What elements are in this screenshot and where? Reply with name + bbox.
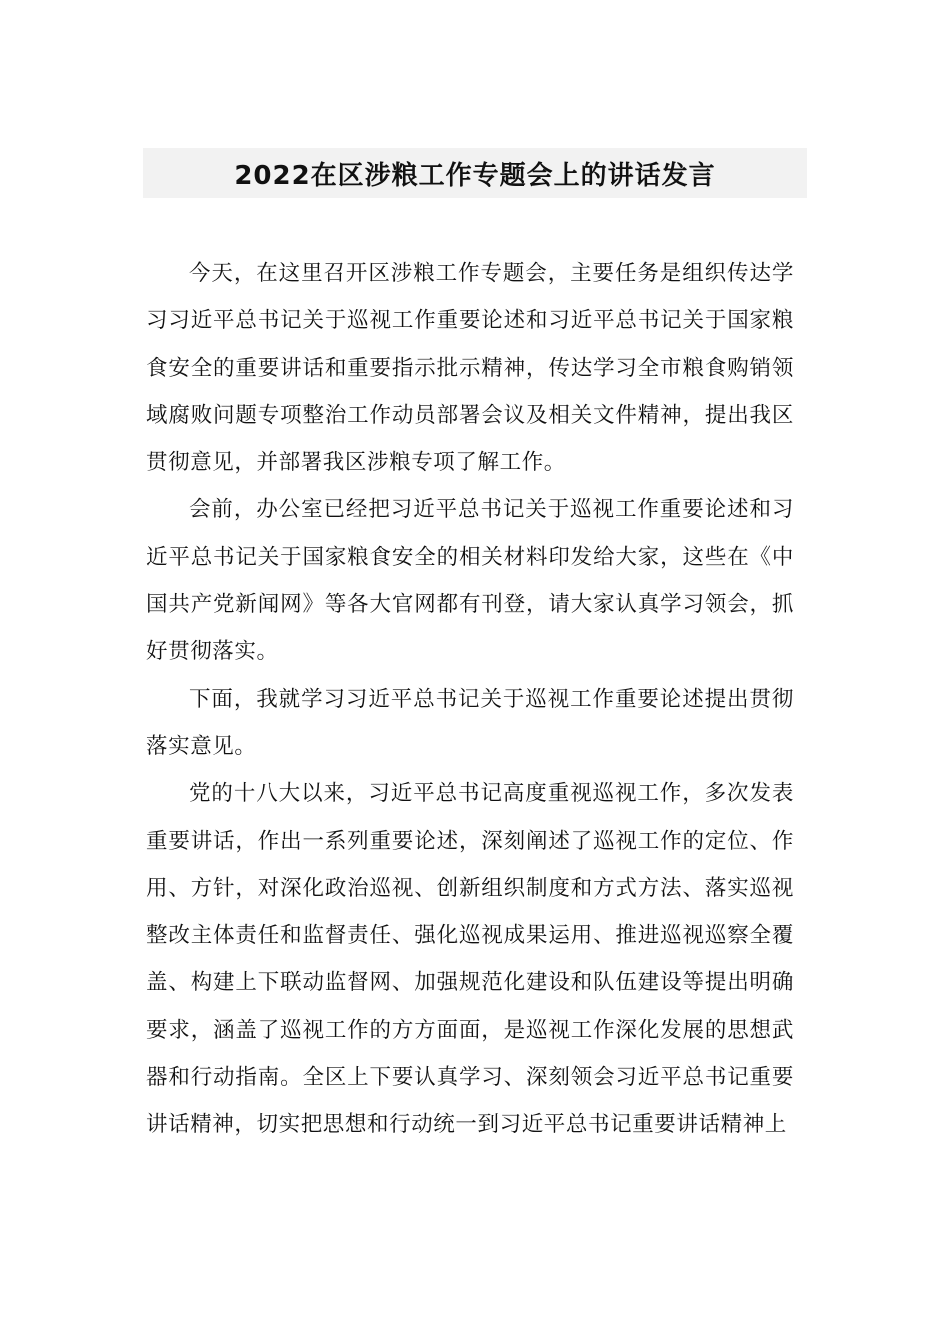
title-bar xyxy=(143,148,807,198)
paragraph-4: 党的十八大以来，习近平总书记高度重视巡视工作，多次发表重要讲话，作出一系列重要论述，深刻阐述了巡视工作的定位、作用、方针，对深化政治巡视、创新组织制度和方式方法、落实巡视整改主体责任和监督责任、强化巡视成果运用、推进巡视巡察全覆盖、构建上下联动监督网、加强规范化建设和队伍建设等提出明确要求，涵盖了巡视工作的方方面面，是巡视工作深化发展的思想武器和行动指南。全区上下要认真学习、深刻领会习近平总书记重要讲话精神，切实把思想和行动统一到习近平总书记重要讲话精神上 xyxy=(146,781,794,1138)
paragraph-3: 下面，我就学习习近平总书记关于巡视工作重要论述提出贯彻落实意见。 xyxy=(146,686,794,759)
paragraph-1: 今天，在这里召开区涉粮工作专题会，主要任务是组织传达学习习近平总书记关于巡视工作重要论述和习近平总书记关于国家粮食安全的重要讲话和重要指示批示精神，传达学习全市粮食购销领域腐败问题专项整治工作动员部署会议及相关文件精神，提出我区贯彻意见，并部署我区涉粮专项了解工作。 xyxy=(146,261,794,476)
document-body xyxy=(146,250,794,1149)
document-title: 2022在区涉粮工作专题会上的讲话发言 xyxy=(234,160,716,191)
paragraph-2: 会前，办公室已经把习近平总书记关于巡视工作重要论述和习近平总书记关于国家粮食安全的相关材料印发给大家，这些在《中国共产党新闻网》等各大官网都有刊登，请大家认真学习领会，抓好贯彻落实。 xyxy=(146,497,794,665)
